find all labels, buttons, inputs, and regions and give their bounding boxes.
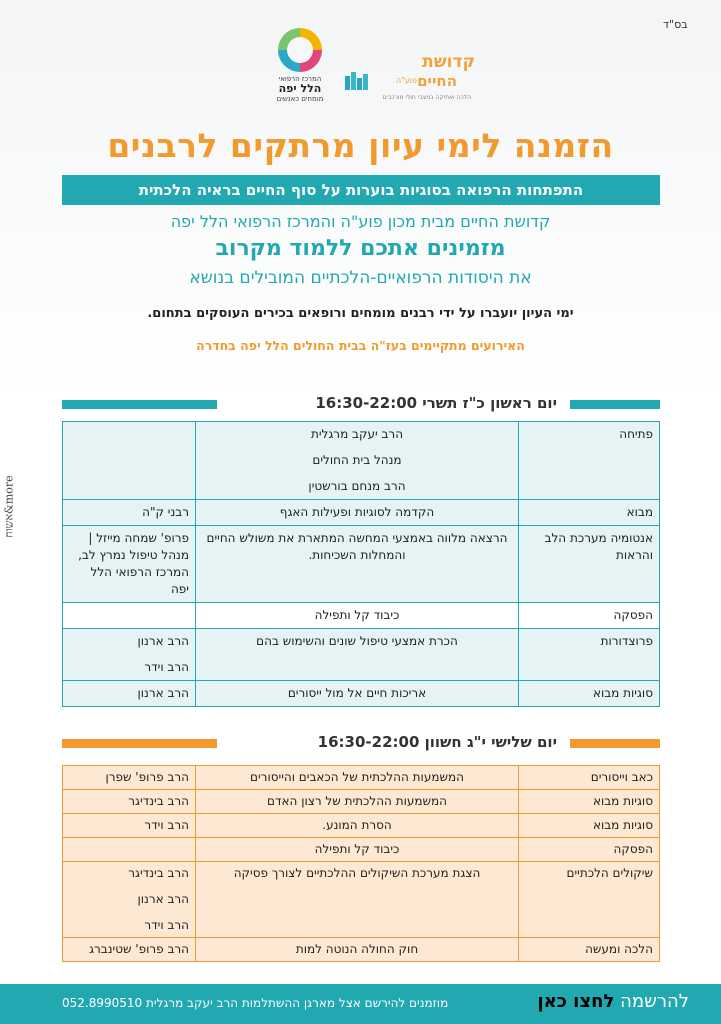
day2-heading [62,733,660,755]
lecturer-name: הרב פרופ' שפרן [105,770,189,784]
session-description [196,500,519,526]
invite-line: מזמינים אתכם ללמוד מקרוב [215,236,506,261]
day2-bar-right [570,739,660,748]
day1-bar-left [62,400,217,409]
table-row [63,938,660,962]
lecturer-name: הרב וידר [144,918,189,932]
session-description [196,629,519,681]
table-row [63,838,660,862]
table-row [63,766,660,790]
session-lecturer [63,422,196,500]
session-lecturer [63,862,196,938]
topic-line: את היסודות הרפואיים-הלכתיים המובילים בנושא [189,268,532,288]
description-line: חוק החולה הנוטה למות [295,942,419,956]
bsd-mark: בס"ד [663,18,688,31]
hillel-ring-icon [278,28,322,72]
session-topic: אנטומיה מערכת הלב והראות [519,526,660,603]
session-description [196,838,519,862]
table-row [63,526,660,603]
session-lecturer [63,629,196,681]
session-description [196,790,519,814]
session-topic: פרוצדורות [519,629,660,681]
session-topic: סוגיות מבוא [519,681,660,707]
hillel-yaffe-logo [268,28,332,104]
session-topic: סוגיות מבוא [519,790,660,814]
session-lecturer [63,500,196,526]
session-description [196,526,519,603]
session-lecturer [63,790,196,814]
description-line: הרב מנחם בורשטין [308,479,406,493]
session-topic: כאב וייסורים [519,766,660,790]
session-description [196,766,519,790]
description-line: הכרת אמצעי טיפול שונים והשימוש בהם [256,634,458,648]
session-lecturer [63,814,196,838]
lecturer-name: הרב ארנון [137,892,189,906]
lecturer-name: הרב ארנון [137,634,189,648]
lecturer-name: פרופ' שמחה מייזל | מנהל טיפול נמרץ לב, המרכז הרפואי הלל יפה [78,531,189,596]
lecturers-line: ימי העיון יועברו על ידי רבנים מומחים ורופאים בכירים העוסקים בתחום. [147,306,574,321]
lecturer-name: הרב וידר [144,818,189,832]
table-row [63,814,660,838]
page-title: הזמנה לימי עיון מרתקים לרבנים [107,126,614,165]
session-topic: הפסקה [519,603,660,629]
lecturer-name: הרב בינדיגר [128,794,189,808]
session-topic: מבוא [519,500,660,526]
lecturer-name: רבני ק"ה [142,505,189,519]
day1-heading-text: יום ראשון כ"ז תשרי 16:30-22:00 [315,394,557,412]
location-line: האירועים מתקיימים בעז"ה בבית החולים הלל יפה בחדרה [196,338,525,353]
description-line: המשמעות ההלכתית של הכאבים והייסורים [250,770,464,784]
day2-schedule-table [62,765,660,962]
session-lecturer [63,526,196,603]
kedusha-logo-line1: קדושת [422,52,475,72]
side-credit-text: more&אשוח [2,475,16,538]
lecturer-name: הרב בינדיגר [128,866,189,880]
session-description [196,814,519,838]
lecturer-name: הרב פרופ' שטינברג [89,942,189,956]
table-row [63,629,660,681]
session-lecturer [63,603,196,629]
session-topic: פתיחה [519,422,660,500]
session-lecturer [63,838,196,862]
description-line: מנהל בית החולים [312,453,402,467]
description-line: הסרת המונע. [322,818,392,832]
table-row [63,862,660,938]
day1-bar-right [570,400,660,409]
session-topic: הפסקה [519,838,660,862]
description-line: הצגת מערכת השיקולים ההלכתיים לצורך פסיקה [233,866,481,880]
footer-bar [0,984,721,1024]
session-lecturer [63,681,196,707]
side-credit [2,470,20,550]
register-link[interactable] [537,991,689,1012]
session-topic: שיקולים הלכתיים [519,862,660,938]
lecturer-name: הרב וידר [144,660,189,674]
day2-bar-left [62,739,217,748]
description-line: אריכות חיים אל מול ייסורים [287,686,427,700]
session-lecturer [63,938,196,962]
description-line: המשמעות ההלכתית של רצון האדם [267,794,447,808]
table-row [63,422,660,500]
day2-heading-text: יום שלישי י"ג חשוון 16:30-22:00 [317,733,557,751]
host-line: קדושת החיים מבית מכון פוע"ה והמרכז הרפואי הלל יפה [170,212,551,231]
description-line: הקדמה לסוגיות ופעילות האגף [279,505,435,519]
table-row [63,603,660,629]
kedusha-logo-tagline: הלכה ואתיקה במצבי חולי מורכבים [382,94,471,101]
table-row [63,681,660,707]
registration-info: מוזמנים להירשם אצל מארגן ההשתלמות הרב יעקב מרגלית 052.8990510 [62,996,449,1010]
session-topic: הלכה ומעשה [519,938,660,962]
subtitle-bar: התפתחות הרפואה בסוגיות בוערות על סוף החיים בראיה הלכתית [62,175,660,205]
register-click-here[interactable]: לחצו כאן [537,991,615,1012]
hillel-logo-small: המרכז הרפואי [278,75,322,83]
kedusha-logo-line2: החיים [417,72,457,90]
description-line: הרב יעקב מרגלית [310,427,404,441]
books-icon [345,70,369,90]
description-line: הרצאה מלווה באמצעי המחשה המתארת את משולש החיים והמחלות השכיחות. [206,531,508,562]
day1-heading [62,394,660,416]
description-line: כיבוד קל ותפילה [314,842,400,856]
hillel-logo-tagline: מומחים כאנשים [276,95,324,103]
session-topic: סוגיות מבוא [519,814,660,838]
table-row [63,790,660,814]
day1-schedule-table [62,421,660,707]
kedushat-hachaim-logo [345,52,475,106]
session-lecturer [63,766,196,790]
hillel-logo-name: הלל יפה [278,82,322,95]
session-description [196,681,519,707]
session-description [196,422,519,500]
lecturer-name: הרב ארנון [137,686,189,700]
description-line: כיבוד קל ותפילה [314,608,400,622]
session-description [196,938,519,962]
register-prefix: להרשמה [620,991,689,1012]
session-description [196,862,519,938]
session-description [196,603,519,629]
table-row [63,500,660,526]
kedusha-logo-puah: פוע"ה [395,76,417,85]
